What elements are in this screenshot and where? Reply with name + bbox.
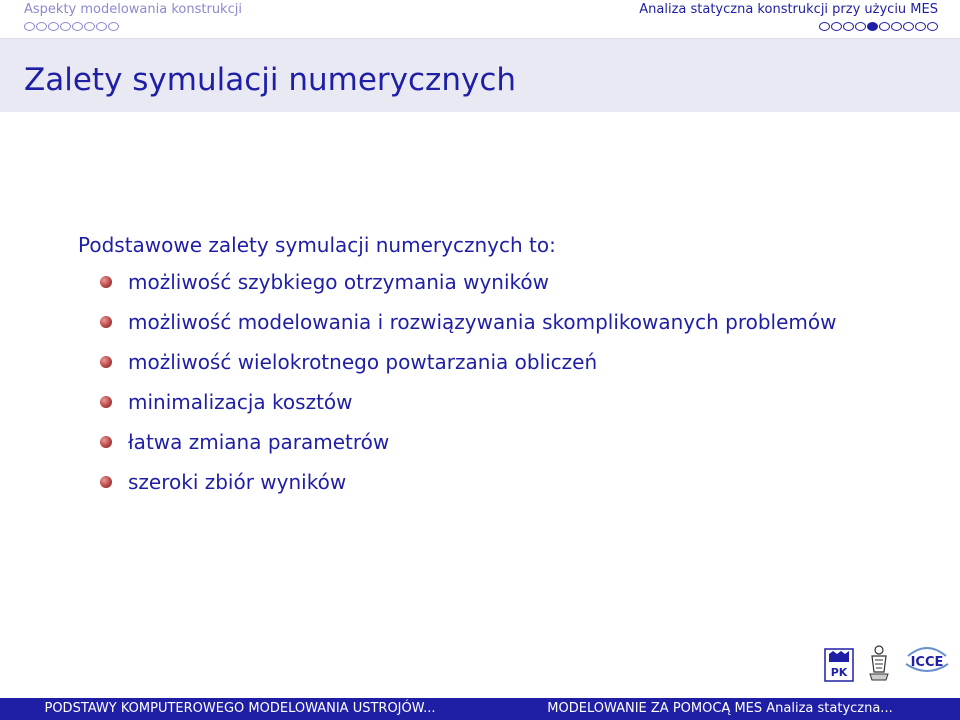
nav-dot[interactable] bbox=[72, 22, 83, 31]
bullet-ball-icon bbox=[100, 396, 112, 408]
slide-content bbox=[78, 232, 898, 508]
nav-dot[interactable] bbox=[831, 22, 842, 31]
pk-logo-text: PK bbox=[830, 666, 848, 679]
nav-dot[interactable] bbox=[927, 22, 938, 31]
nav-dot[interactable] bbox=[108, 22, 119, 31]
nav-dot[interactable] bbox=[96, 22, 107, 31]
bullet-ball-icon bbox=[100, 316, 112, 328]
nav-dot[interactable] bbox=[84, 22, 95, 31]
subsection-dots bbox=[639, 21, 938, 31]
nav-dot[interactable] bbox=[24, 22, 35, 31]
nav-dot[interactable] bbox=[891, 22, 902, 31]
icce-logo-text: ICCE bbox=[910, 655, 944, 670]
nav-dot[interactable] bbox=[36, 22, 47, 31]
list-item-text: możliwość modelowania i rozwiązywania skomplikowanych problemów bbox=[128, 310, 837, 334]
bullet-ball-icon bbox=[100, 476, 112, 488]
nav-dot-current[interactable] bbox=[867, 22, 878, 31]
list-item-text: minimalizacja kosztów bbox=[128, 390, 353, 414]
list-item bbox=[78, 268, 898, 296]
pk-logo-icon bbox=[824, 648, 854, 682]
nav-dot[interactable] bbox=[915, 22, 926, 31]
list-item bbox=[78, 388, 898, 416]
footer-left-title[interactable]: PODSTAWY KOMPUTEROWEGO MODELOWANIA USTROJÓW... bbox=[44, 701, 436, 716]
footer-right-title[interactable]: MODELOWANIE ZA POMOCĄ MES Analiza statyczna... bbox=[547, 701, 893, 716]
nav-dot[interactable] bbox=[60, 22, 71, 31]
list-item-text: możliwość wielokrotnego powtarzania obliczeń bbox=[128, 350, 598, 374]
list-item-text: szeroki zbiór wyników bbox=[128, 470, 347, 494]
subsection-title[interactable]: Analiza statyczna konstrukcji przy użyciu MES bbox=[639, 2, 938, 17]
frame-title-band bbox=[0, 38, 960, 112]
list-item-text: możliwość szybkiego otrzymania wyników bbox=[128, 270, 549, 294]
crest-logo-icon bbox=[866, 644, 892, 682]
nav-dot[interactable] bbox=[819, 22, 830, 31]
nav-dot[interactable] bbox=[843, 22, 854, 31]
bullet-ball-icon bbox=[100, 276, 112, 288]
navigation-header bbox=[0, 0, 960, 36]
list-item bbox=[78, 468, 898, 496]
list-item bbox=[78, 308, 898, 336]
nav-dot[interactable] bbox=[48, 22, 59, 31]
section-title[interactable]: Aspekty modelowania konstrukcji bbox=[24, 2, 242, 17]
frame-title: Zalety symulacji numerycznych bbox=[24, 62, 517, 98]
list-item bbox=[78, 348, 898, 376]
intro-text: Podstawowe zalety symulacji numerycznych to: bbox=[78, 233, 556, 257]
list-item bbox=[78, 428, 898, 456]
bullet-ball-icon bbox=[100, 436, 112, 448]
nav-dot[interactable] bbox=[855, 22, 866, 31]
list-item-text: łatwa zmiana parametrów bbox=[128, 430, 390, 454]
footer-bar bbox=[0, 698, 960, 720]
section-nav[interactable] bbox=[24, 2, 242, 31]
icce-logo-icon bbox=[904, 642, 950, 682]
logo-strip bbox=[824, 636, 950, 682]
subsection-nav[interactable] bbox=[639, 2, 938, 31]
bullet-ball-icon bbox=[100, 356, 112, 368]
nav-dot[interactable] bbox=[879, 22, 890, 31]
section-dots bbox=[24, 21, 242, 31]
advantages-list bbox=[78, 268, 898, 496]
nav-dot[interactable] bbox=[903, 22, 914, 31]
